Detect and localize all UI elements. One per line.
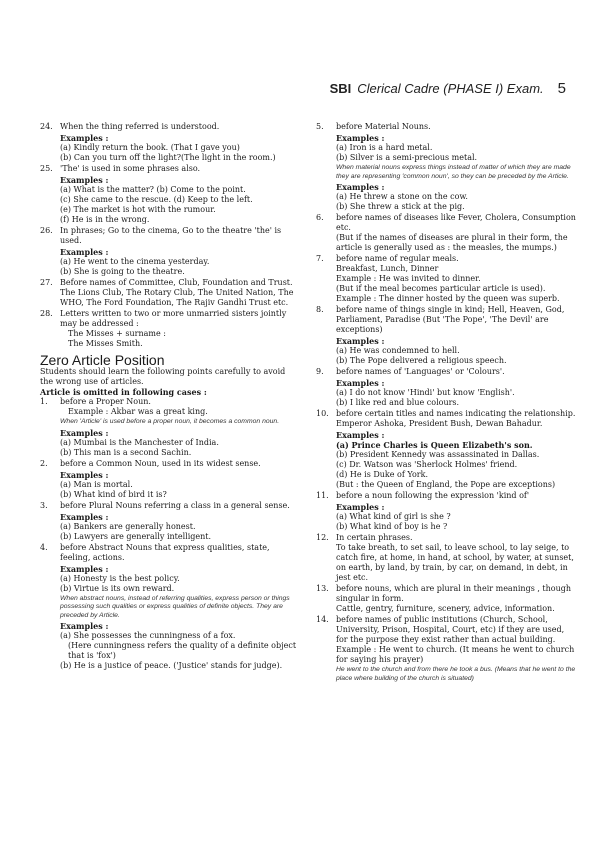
- page-header: [330, 80, 566, 97]
- item-line: Example : He went to church. (It means he went to church for saying his prayer): [336, 645, 575, 664]
- item-line: before name of regular meals.: [336, 254, 459, 263]
- item-number: 26.: [40, 226, 53, 235]
- item-line: (b) What kind of bird it is?: [60, 489, 167, 499]
- item-body: [60, 543, 298, 672]
- examples-label: Examples :: [60, 563, 109, 574]
- item-line: The Misses + surname :: [68, 329, 166, 338]
- note-text: He went to the church and from there he took a bus. (Means that he went to the place where building of the church is situated): [336, 666, 576, 682]
- item-line: (b) President Kennedy was assassinated in Dallas.: [336, 450, 540, 459]
- list-item: [40, 278, 298, 308]
- right-column: [316, 122, 578, 685]
- list-item: [316, 254, 578, 304]
- item-number: 11.: [316, 491, 329, 500]
- item-body: [336, 367, 578, 408]
- list-item: [316, 122, 578, 212]
- item-line: before a Common Noun, used in its widest sense.: [60, 458, 261, 468]
- list-item: [316, 491, 578, 532]
- item-line: (a) Honesty is the best policy.: [60, 573, 180, 583]
- item-line: Cattle, gentry, furniture, scenery, advice, information.: [336, 604, 555, 613]
- section-title: Zero Article Position: [40, 352, 165, 368]
- item-line: (But if the meal becomes particular article is used).: [336, 284, 546, 293]
- examples-label: Examples :: [60, 427, 109, 438]
- exam-title: Clerical Cadre (PHASE I) Exam.: [357, 81, 544, 96]
- list-item: [40, 226, 298, 277]
- list-item: [316, 615, 578, 684]
- item-line: before certain titles and names indicating the relationship.: [336, 409, 576, 418]
- item-line: (a) Bankers are generally honest.: [60, 521, 196, 531]
- item-line: When the thing referred is understood.: [60, 122, 220, 131]
- item-line: The Misses Smith.: [68, 339, 143, 348]
- item-number: 6.: [316, 213, 324, 222]
- item-body: [336, 584, 578, 614]
- item-line: (a) Mumbai is the Manchester of India.: [60, 437, 219, 447]
- item-line: Example : The dinner hosted by the queen was superb.: [336, 294, 560, 303]
- item-number: 14.: [316, 615, 329, 624]
- examples-label: Examples :: [336, 502, 385, 512]
- item-number: 7.: [316, 254, 324, 263]
- left-column: [40, 122, 298, 672]
- item-line: Letters written to two or more unmarried sisters jointly may be addressed :: [60, 309, 287, 328]
- item-body: [336, 213, 578, 253]
- item-line: 'The' is used in some phrases also.: [60, 164, 201, 173]
- list-item: [316, 533, 578, 583]
- list-item: [316, 584, 578, 614]
- item-body: [60, 226, 298, 277]
- left-items-zero: [40, 397, 298, 671]
- item-line: Example : He was invited to dinner.: [336, 274, 481, 283]
- examples-label: Examples :: [336, 378, 385, 388]
- note-text: When abstract nouns, instead of referring qualities, express person or things possessing such qualities or express qualities of definite objects. They are preceded by Article.: [60, 594, 290, 619]
- brand-label: SBI: [329, 81, 352, 96]
- item-line: before a noun following the expression 'kind of': [336, 491, 530, 500]
- item-line: (a) He was condemned to hell.: [336, 346, 460, 355]
- item-line: (a) Kindly return the book. (That I gave you): [60, 143, 240, 152]
- item-line: (d) He is Duke of York.: [336, 470, 428, 479]
- note-text: When 'Article' is used before a proper noun, it becomes a common noun.: [60, 418, 280, 425]
- item-line: (Here cunningness refers the quality of a definite object that is 'fox'): [68, 641, 297, 660]
- item-body: [60, 164, 298, 225]
- examples-label: Examples :: [60, 511, 109, 522]
- item-line: (a) Man is mortal.: [60, 479, 133, 489]
- item-line: (c) Dr. Watson was 'Sherlock Holmes' friend.: [336, 460, 518, 469]
- page-number: 5: [557, 80, 566, 97]
- item-line: Breakfast, Lunch, Dinner: [336, 264, 439, 273]
- item-body: [60, 459, 298, 500]
- item-line: (b) Silver is a semi-precious metal.: [336, 153, 478, 162]
- item-body: [336, 305, 578, 366]
- item-line: To take breath, to set sail, to leave school, to lay seige, to catch fire, at home, in hand, at school, by water, at sunset, on earth, by land, by train, by car, on demand, in debt, in jest etc.: [336, 543, 574, 582]
- item-number: 2.: [40, 458, 48, 468]
- item-number: 27.: [40, 278, 53, 287]
- item-line: (a) He went to the cinema yesterday.: [60, 257, 210, 266]
- item-line: (b) Can you turn off the light?(The light in the room.): [60, 153, 276, 162]
- examples-label: Examples :: [336, 430, 385, 440]
- item-line: (a) Iron is a hard metal.: [336, 143, 433, 152]
- item-number: 12.: [316, 533, 329, 542]
- item-line: before Plural Nouns referring a class in a general sense.: [60, 500, 290, 510]
- item-body: [336, 254, 578, 304]
- item-number: 8.: [316, 305, 324, 314]
- item-line: (b) She is going to the theatre.: [60, 267, 185, 276]
- list-item: [316, 213, 578, 253]
- item-number: 1.: [40, 397, 48, 406]
- list-item: [40, 459, 298, 500]
- item-line: (b) Lawyers are generally intelligent.: [60, 531, 212, 541]
- item-body: [336, 409, 578, 490]
- item-number: 25.: [40, 164, 53, 173]
- examples-label: Examples :: [60, 175, 109, 185]
- item-line: (a) What is the matter? (b) Come to the point.: [60, 185, 246, 194]
- item-number: 5.: [316, 122, 324, 131]
- item-line: Example : Akbar was a great king.: [68, 407, 208, 416]
- item-line: (a) Prince Charles is Queen Elizabeth's son.: [336, 440, 533, 450]
- list-item: [40, 397, 298, 458]
- item-number: 13.: [316, 584, 329, 593]
- list-item: [40, 501, 298, 542]
- item-body: [60, 278, 298, 308]
- item-body: [336, 533, 578, 583]
- list-item: [40, 543, 298, 672]
- item-line: (c) She came to the rescue. (d) Keep to the left.: [60, 195, 253, 204]
- examples-label: Examples :: [60, 621, 109, 631]
- item-line: before names of public institutions (Church, School, University, Prison, Hospital, Court, etc) if they are used, for the purpose they exist rather than actual building.: [336, 615, 565, 644]
- item-line: Before names of Committee, Club, Foundation and Trust.: [60, 278, 293, 287]
- item-body: [60, 122, 298, 163]
- item-line: (a) She possesses the cunningness of a fox.: [60, 631, 236, 640]
- item-line: before nouns, which are plural in their meanings , though singular in form.: [336, 584, 572, 603]
- item-line: before names of diseases like Fever, Cholera, Consumption etc.: [336, 213, 576, 232]
- item-line: The Lions Club, The Rotary Club, The United Nation, The WHO, The Ford Foundation, The Rajiv Gandhi Trust etc.: [60, 288, 294, 307]
- item-line: (b) The Pope delivered a religious speech.: [336, 356, 507, 365]
- item-body: [336, 491, 578, 532]
- list-item: [316, 367, 578, 408]
- item-body: [60, 501, 298, 542]
- item-line: before names of 'Languages' or 'Colours'.: [336, 367, 505, 376]
- item-number: 28.: [40, 309, 53, 318]
- examples-label: Examples :: [336, 133, 385, 143]
- examples-label: Examples :: [336, 336, 385, 346]
- item-line: (b) What kind of boy is he ?: [336, 522, 448, 531]
- item-line: In certain phrases.: [336, 533, 413, 542]
- note-text: When material nouns express things instead of matter of which they are made they are representing 'common noun', so they can be preceded by the Article.: [336, 164, 571, 180]
- item-line: (e) The market is hot with the rumour.: [60, 205, 216, 214]
- list-item: [40, 309, 298, 349]
- item-line: before Abstract Nouns that express qualities, state, feeling, actions.: [60, 542, 270, 562]
- item-line: (a) What kind of girl is she ?: [336, 512, 451, 521]
- item-number: 24.: [40, 122, 53, 131]
- item-line: before name of things single in kind; Hell, Heaven, God, Parliament, Paradise (But 'The Pope', 'The Devil' are exceptions): [336, 305, 565, 334]
- item-body: [60, 309, 298, 349]
- item-line: (b) She threw a stick at the pig.: [336, 202, 465, 211]
- item-line: (But : the Queen of England, the Pope are exceptions): [336, 480, 556, 489]
- list-item: [316, 305, 578, 366]
- examples-label: Examples :: [336, 182, 385, 192]
- list-item: [40, 164, 298, 225]
- item-line: (b) He is a justice of peace. ('Justice' stands for judge).: [60, 661, 283, 670]
- list-item: [40, 122, 298, 163]
- examples-label: Examples :: [60, 469, 109, 480]
- item-line: In phrases; Go to the cinema, Go to the theatre 'the' is used.: [60, 226, 282, 245]
- list-item: [316, 409, 578, 490]
- right-items: [316, 122, 578, 684]
- left-items-top: [40, 122, 298, 349]
- item-line: before a Proper Noun.: [60, 397, 151, 406]
- item-line: (a) He threw a stone on the cow.: [336, 192, 468, 201]
- item-body: [336, 615, 578, 684]
- item-number: 3.: [40, 500, 48, 510]
- examples-label: Examples :: [60, 247, 109, 257]
- item-line: (b) I like red and blue colours.: [336, 398, 460, 407]
- item-number: 4.: [40, 542, 48, 552]
- item-line: Emperor Ashoka, President Bush, Dewan Bahadur.: [336, 419, 543, 428]
- examples-label: Examples :: [60, 133, 109, 143]
- item-number: 10.: [316, 409, 329, 418]
- item-number: 9.: [316, 367, 324, 376]
- item-line: (f) He is in the wrong.: [60, 215, 150, 224]
- item-line: (a) I do not know 'Hindi' but know 'English'.: [336, 388, 515, 397]
- section-intro: Students should learn the following points carefully to avoid the wrong use of articles.: [40, 367, 286, 386]
- item-line: (But if the names of diseases are plural in their form, the article is generally used as : the measles, the mumps.): [336, 233, 568, 252]
- item-body: [336, 122, 578, 212]
- item-line: (b) This man is a second Sachin.: [60, 447, 192, 457]
- item-body: [60, 397, 298, 458]
- omitted-heading: Article is omitted in following cases :: [40, 387, 207, 397]
- item-line: (b) Virtue is its own reward.: [60, 583, 175, 593]
- item-line: before Material Nouns.: [336, 122, 431, 131]
